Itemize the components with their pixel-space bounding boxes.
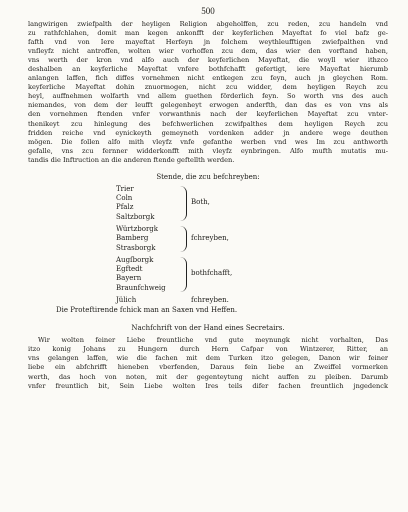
- text-line: langwirigen zwiefpalth der heyligen Religion abgeholffen, zcu reden, zcu handeln vnd: [28, 20, 388, 28]
- estate-name: Bamberg: [116, 234, 149, 243]
- estates-list: [116, 185, 316, 306]
- text-line: keyferliche Mayeftat dohin znuormogen, nicht zcu widder, dem heyligen Reych zcu: [28, 83, 388, 92]
- text-line: liebe ein abfchrifft hieneben vberfenden, Daraus fein liebe an Zweiffel vormerken: [28, 363, 388, 372]
- text-line: zu rathfchlahen, domit man kegen ankonfft der keyferlichen Mayeftat fo viel bafz ge-: [28, 29, 388, 38]
- brace: [180, 186, 187, 221]
- text-line: fridden reiche vnd eynickeyth gemeyneth vordenken adder jn andere wege deuthen: [28, 128, 388, 137]
- estate-group-label: Both,: [191, 197, 210, 206]
- text-line: Wir wolten feiner Liebe freuntliche vnd gute meynungk nicht vorhalten, Das: [38, 336, 388, 345]
- stende-heading: Stende, die zcu befchreyben:: [156, 172, 260, 181]
- text-line: vnfleyfz nicht antroffen, wolten wier vorhoffen zcu dem, das wier den vorftand haben,: [28, 47, 388, 56]
- estate-group-label: fchreyben.: [191, 296, 229, 305]
- page-number: 500: [201, 6, 215, 16]
- text-line: deshalben an keyferliche Mayeftat vnfere bothfchafft gefertigt, iere Mayeftat hierumb: [28, 65, 388, 74]
- text-line: tandis die Inftruction an die anderen ftende geftellth werden.: [28, 155, 235, 164]
- postscript-heading: Nachfchrift von der Hand eines Secretairs.: [131, 324, 285, 333]
- estate-name: Braunfchweig: [116, 283, 166, 292]
- paragraph-postscript: [28, 336, 388, 390]
- estate-name: Pfalz: [116, 203, 134, 212]
- text-line: vns werth der kron vnd alfo auch der keyferlichen Mayeftat, die woyll wier ithzco: [28, 56, 388, 65]
- estate-name: Coln: [116, 194, 133, 203]
- estate-group-label: bothfchafft,: [191, 268, 233, 277]
- text-line: heyl, auffnehmen wolfarth vnd allem guethen förderlich feyn. So worth vns des auch: [28, 92, 388, 101]
- text-line: niemandes, von dem der leufft gelegenheyt erwogen anderfth, dan das es von vns als: [28, 101, 388, 110]
- estate-name: Strasborgk: [116, 243, 156, 252]
- estate-name: Egftedt: [116, 265, 143, 274]
- text-line: den vornehmen ftenden vnfer vorwanthnis nach der keyferlichen Mayeftat zcu vnter-: [28, 110, 388, 119]
- text-line: thenikeyt zcu hinlegung des befchwerlichen zcwifpalthes dem heyligen Reych zcu: [28, 119, 388, 128]
- text-line: vnfer freuntlich bit, Sein Liebe wolten Ires teils difer fachen freuntlich jngedenck: [28, 381, 388, 390]
- estate-group: [116, 185, 316, 222]
- text-line: vns gelangen laffen, wie die fachen mit dem Turken itzo gelegen, Danon wir feiner: [28, 354, 388, 363]
- document-page: [28, 6, 388, 391]
- estate-name: Saltzborgk: [116, 212, 155, 221]
- estate-group: [116, 225, 316, 253]
- estate-group-label: fchreyben,: [191, 233, 229, 242]
- brace: [180, 226, 187, 252]
- estate-name: Bayern: [116, 274, 142, 283]
- text-line: itzo konig Johans zu Hungern durch Hern Cafpar von Wintzerer, Ritter, an: [28, 345, 388, 354]
- text-line: gefalle, vns zcu fernner widderkonfft mith vleyfz eynbringen. Alfo mufth mutatis mu-: [28, 146, 388, 155]
- estate-group: [116, 256, 316, 293]
- text-line: mögen. Die follen alfo mith vleyfz vnfe gefanthe werben vnd wes Im zcu anthworth: [28, 137, 388, 146]
- brace: [180, 257, 187, 292]
- text-line: anlangen laffen, fich diffes vornehmen nicht entkegen zcu feyn, auch jn gleychen Rom.: [28, 74, 388, 83]
- estate-single: [116, 296, 316, 305]
- text-line: werth, das hoch von noten, mit der gegenteytung nicht auffen zu pleiben. Darumb: [28, 372, 388, 381]
- protestant-note: Die Proteftirende fchick man an Saxen vnd Heffen.: [56, 306, 238, 315]
- paragraph-instruction: [28, 20, 388, 165]
- estate-name: Augſborgk: [116, 255, 154, 264]
- estate-name: Würtzborgk: [116, 224, 159, 233]
- estate-name: Trier: [116, 184, 134, 193]
- estate-name: Jülich: [116, 296, 137, 305]
- text-line: fafth vnd von Iere mayeftat Herfeyn jn folchem weythleufftigen zwiefpalthen vnd: [28, 38, 388, 47]
